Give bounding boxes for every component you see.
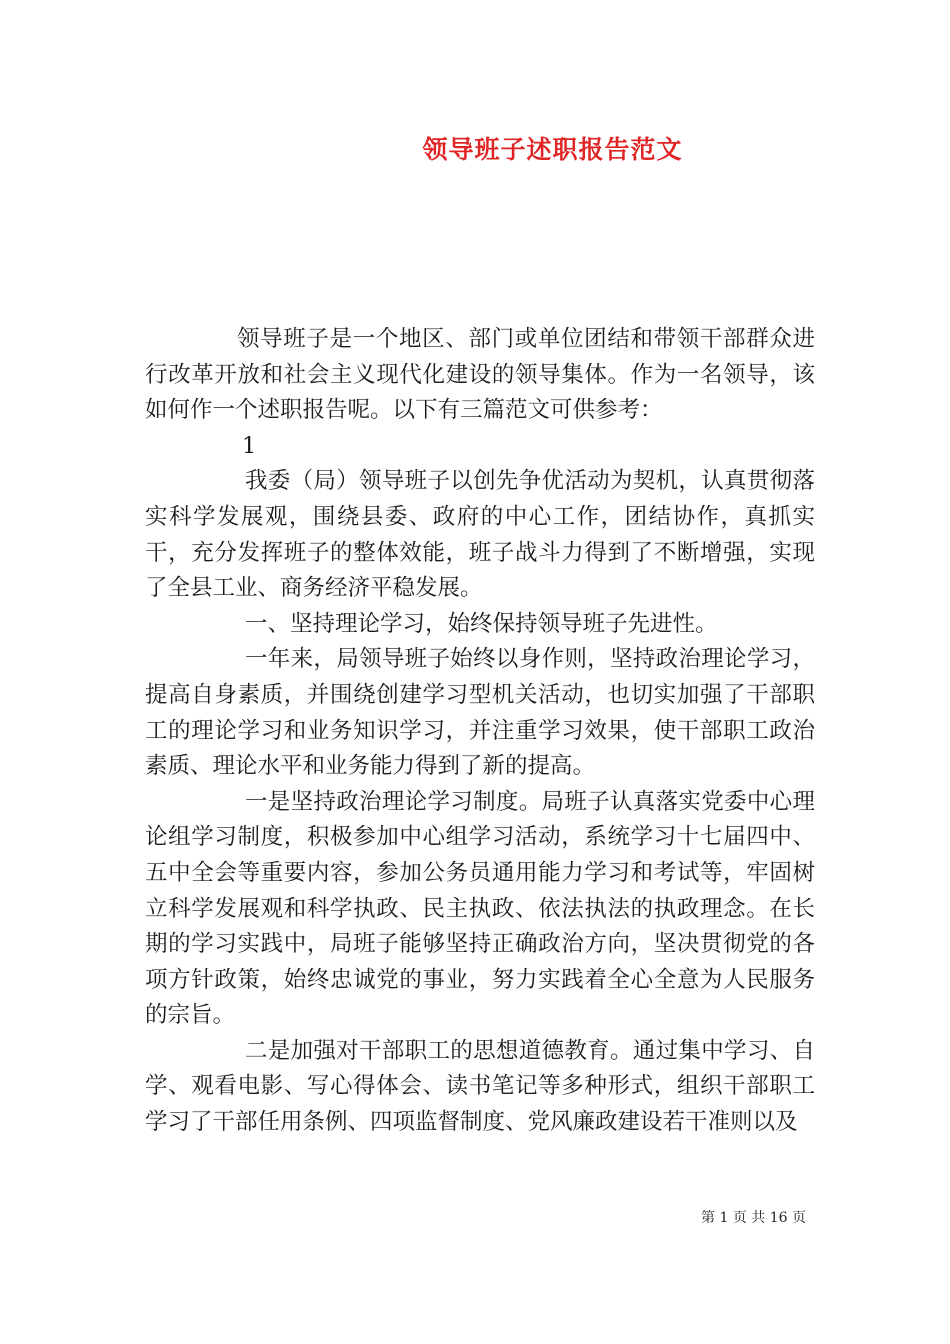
body-paragraph: 我委（局）领导班子以创先争优活动为契机，认真贯彻落实科学发展观，围绕县委、政府的中心工作，团结协作，真抓实干，充分发挥班子的整体效能，班子战斗力得到了不断增强，实现了全县工业、商务经济平稳发展。 (145, 468, 815, 602)
section-number: 1 (242, 432, 257, 459)
body-paragraph: 一年来，局领导班子始终以身作则，坚持政治理论学习，提高自身素质，并围绕创建学习型机关活动，也切实加强了干部职工的理论学习和业务知识学习，并注重学习效果，使干部职工政治素质、理论水平和业务能力得到了新的提高。 (145, 646, 815, 780)
body-paragraph: 二是加强对干部职工的思想道德教育。通过集中学习、自学、观看电影、写心得体会、读书笔记等多种形式，组织干部职工学习了干部任用条例、四项监督制度、党风廉政建设若干准则以及 (145, 1037, 815, 1136)
intro-paragraph: 领导班子是一个地区、部门或单位团结和带领干部群众进行改革开放和社会主义现代化建设的领导集体。作为一名领导，该如何作一个述职报告呢。以下有三篇范文可供参考： (145, 326, 815, 424)
section-heading: 一、坚持理论学习，始终保持领导班子先进性。 (245, 610, 718, 637)
document-title: 领导班子述职报告范文 (422, 135, 683, 164)
page-footer: 第 1 页 共 16 页 (701, 1210, 806, 1226)
document-body (145, 322, 815, 1141)
body-paragraph: 一是坚持政治理论学习制度。局班子认真落实党委中心理论组学习制度，积极参加中心组学习活动，系统学习十七届四中、五中全会等重要内容，参加公务员通用能力学习和考试等，牢固树立科学发展观和科学执政、民主执政、依法执法的执政理念。在长期的学习实践中，局班子能够坚持正确政治方向，坚决贯彻党的各项方针政策，始终忠诚党的事业，努力实践着全心全意为人民服务的宗旨。 (145, 788, 815, 1029)
